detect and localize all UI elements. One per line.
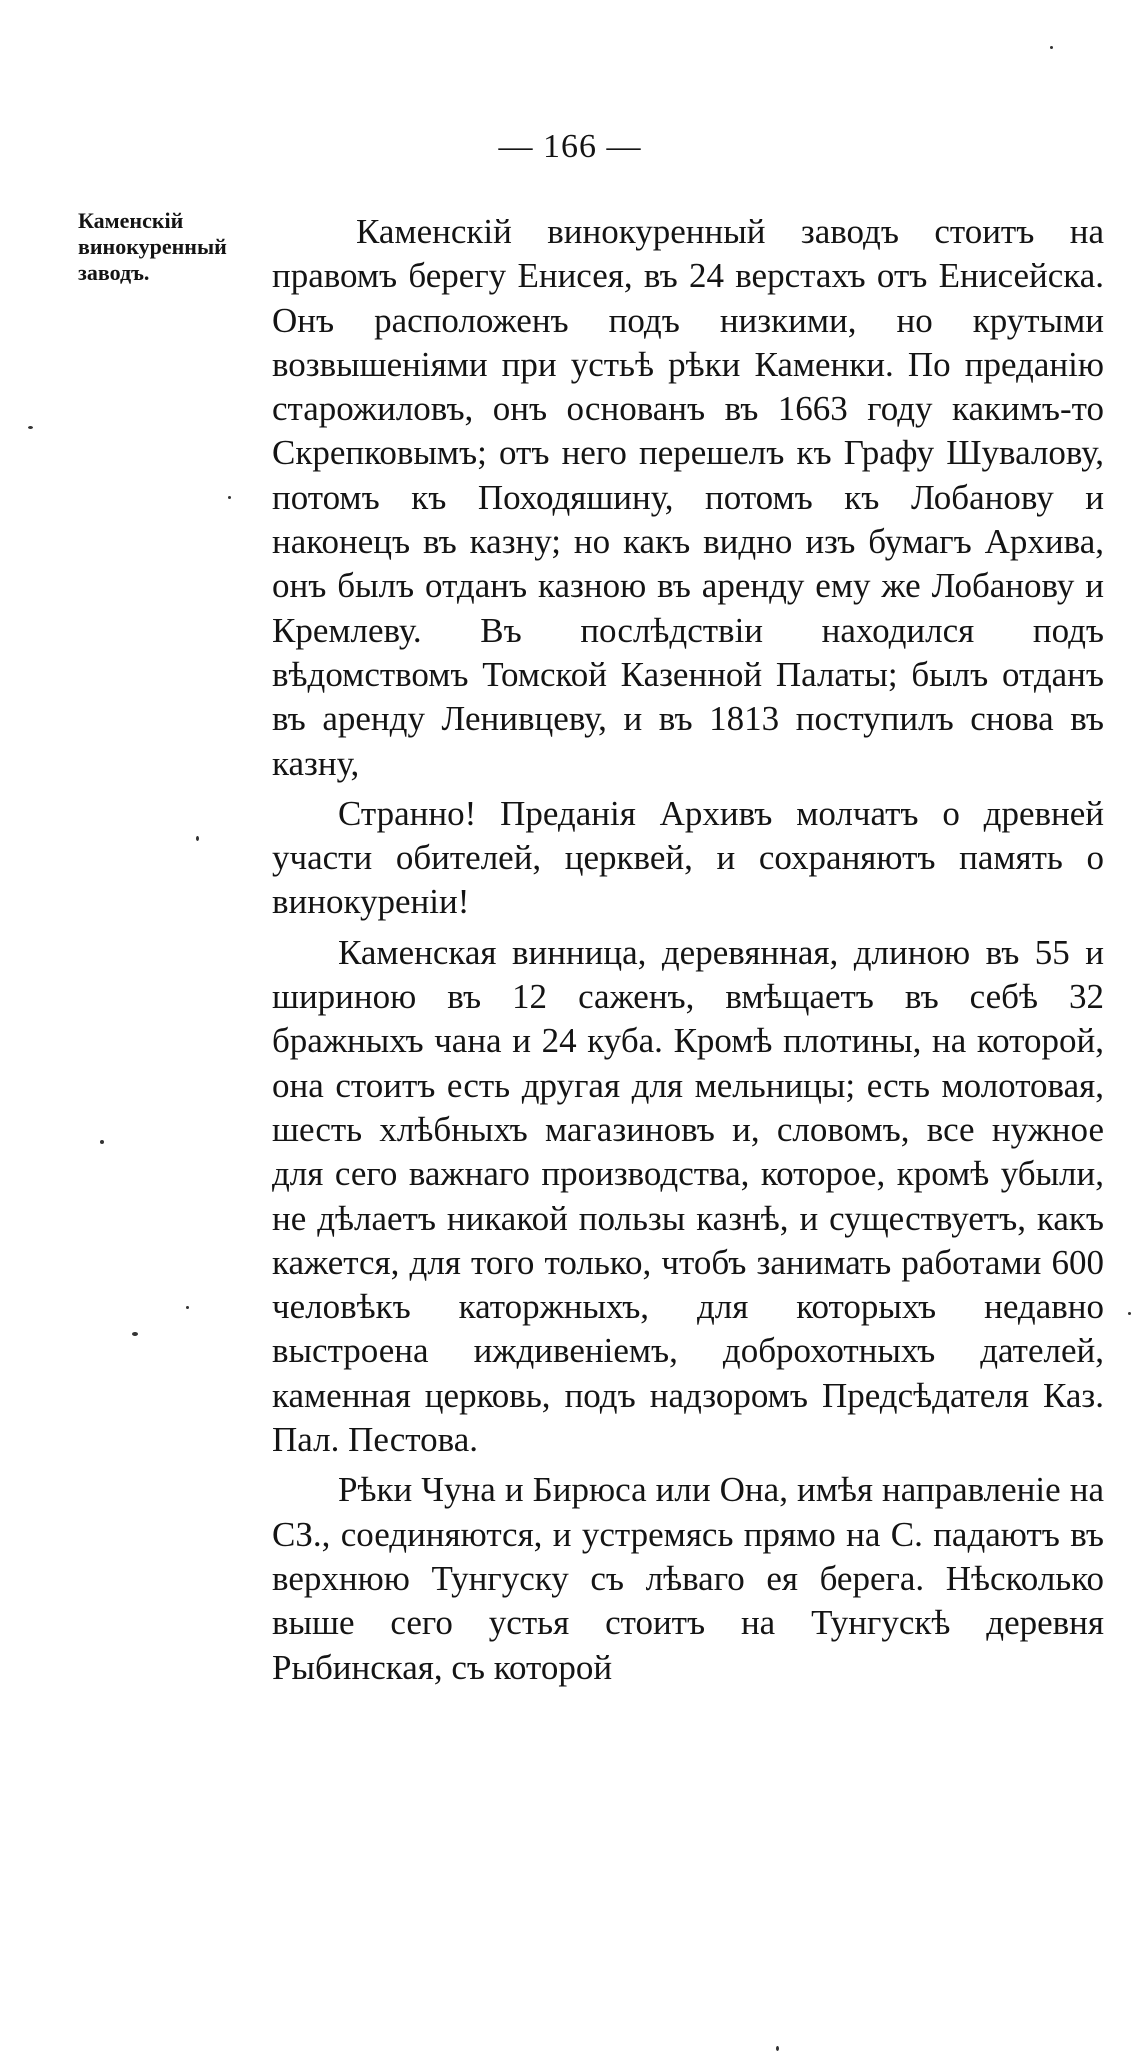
margin-note: Каменскій винокуренный заводъ. xyxy=(78,208,227,285)
body-text xyxy=(272,210,1104,1690)
paragraph: Рѣки Чуна и Бирюса или Она, имѣя направленіе на СЗ., соединяются, и устремясь прямо на С. падаютъ въ верхнюю Тунгуску съ лѣваго ея берега. Нѣсколько выше сего устья стоитъ на Тунгускѣ деревня Рыбинская, съ которой xyxy=(272,1470,1104,1687)
paragraph: Каменская винница, деревянная, длиною въ 55 и шириною въ 12 саженъ, вмѣщаетъ въ себѣ 32 бражныхъ чана и 24 куба. Кромѣ плотины, на которой, она стоитъ есть другая для мельницы; есть молотовая, шесть хлѣбныхъ магазиновъ и, словомъ, все нужное для сего важнаго производства, которое, кромѣ убыли, не дѣлаетъ никакой пользы казнѣ, и существуетъ, какъ кажется, для того только, чтобъ занимать работами 600 человѣкъ каторжныхъ, для которыхъ недавно выстроена иждивеніемъ, доброхотныхъ дателей, каменная церковь, подъ надзоромъ Предсѣдателя Каз. Пал. Пестова. xyxy=(272,932,1104,1460)
scan-speck xyxy=(100,1140,104,1144)
scan-speck xyxy=(186,1306,189,1309)
paragraph: Каменскій винокуренный заводъ стоитъ на правомъ берегу Енисея, въ 24 верстахъ отъ Енисейска. Онъ расположенъ подъ низкими, но крутыми возвышеніями при устьѣ рѣки Каменки. По преданію старожиловъ, онъ основанъ въ 1663 году какимъ-то Скрепковымъ; отъ него перешелъ къ Графу Шувалову, потомъ къ Походяшину, потомъ къ Лобанову и наконецъ въ казну; но какъ видно изъ бумагъ Архива, онъ былъ отданъ казною въ аренду ему же Лобанову и Кремлеву. Въ послѣдствіи находился подъ вѣдомствомъ Томской Казенной Палаты; былъ отданъ въ аренду Ленивцеву, и въ 1813 поступилъ снова въ казну, xyxy=(272,212,1104,783)
scan-speck xyxy=(1050,46,1053,49)
paragraph: Странно! Преданія Архивъ молчатъ о древней участи обителей, церквей, и сохраняютъ память о винокуреніи! xyxy=(272,793,1104,922)
scan-speck xyxy=(132,1332,138,1336)
scan-speck xyxy=(228,496,231,499)
scan-speck xyxy=(196,836,199,841)
scan-speck xyxy=(1128,1312,1131,1315)
page-number: — 166 — xyxy=(498,128,642,165)
scan-speck xyxy=(776,2046,779,2051)
scan-speck xyxy=(28,426,33,429)
